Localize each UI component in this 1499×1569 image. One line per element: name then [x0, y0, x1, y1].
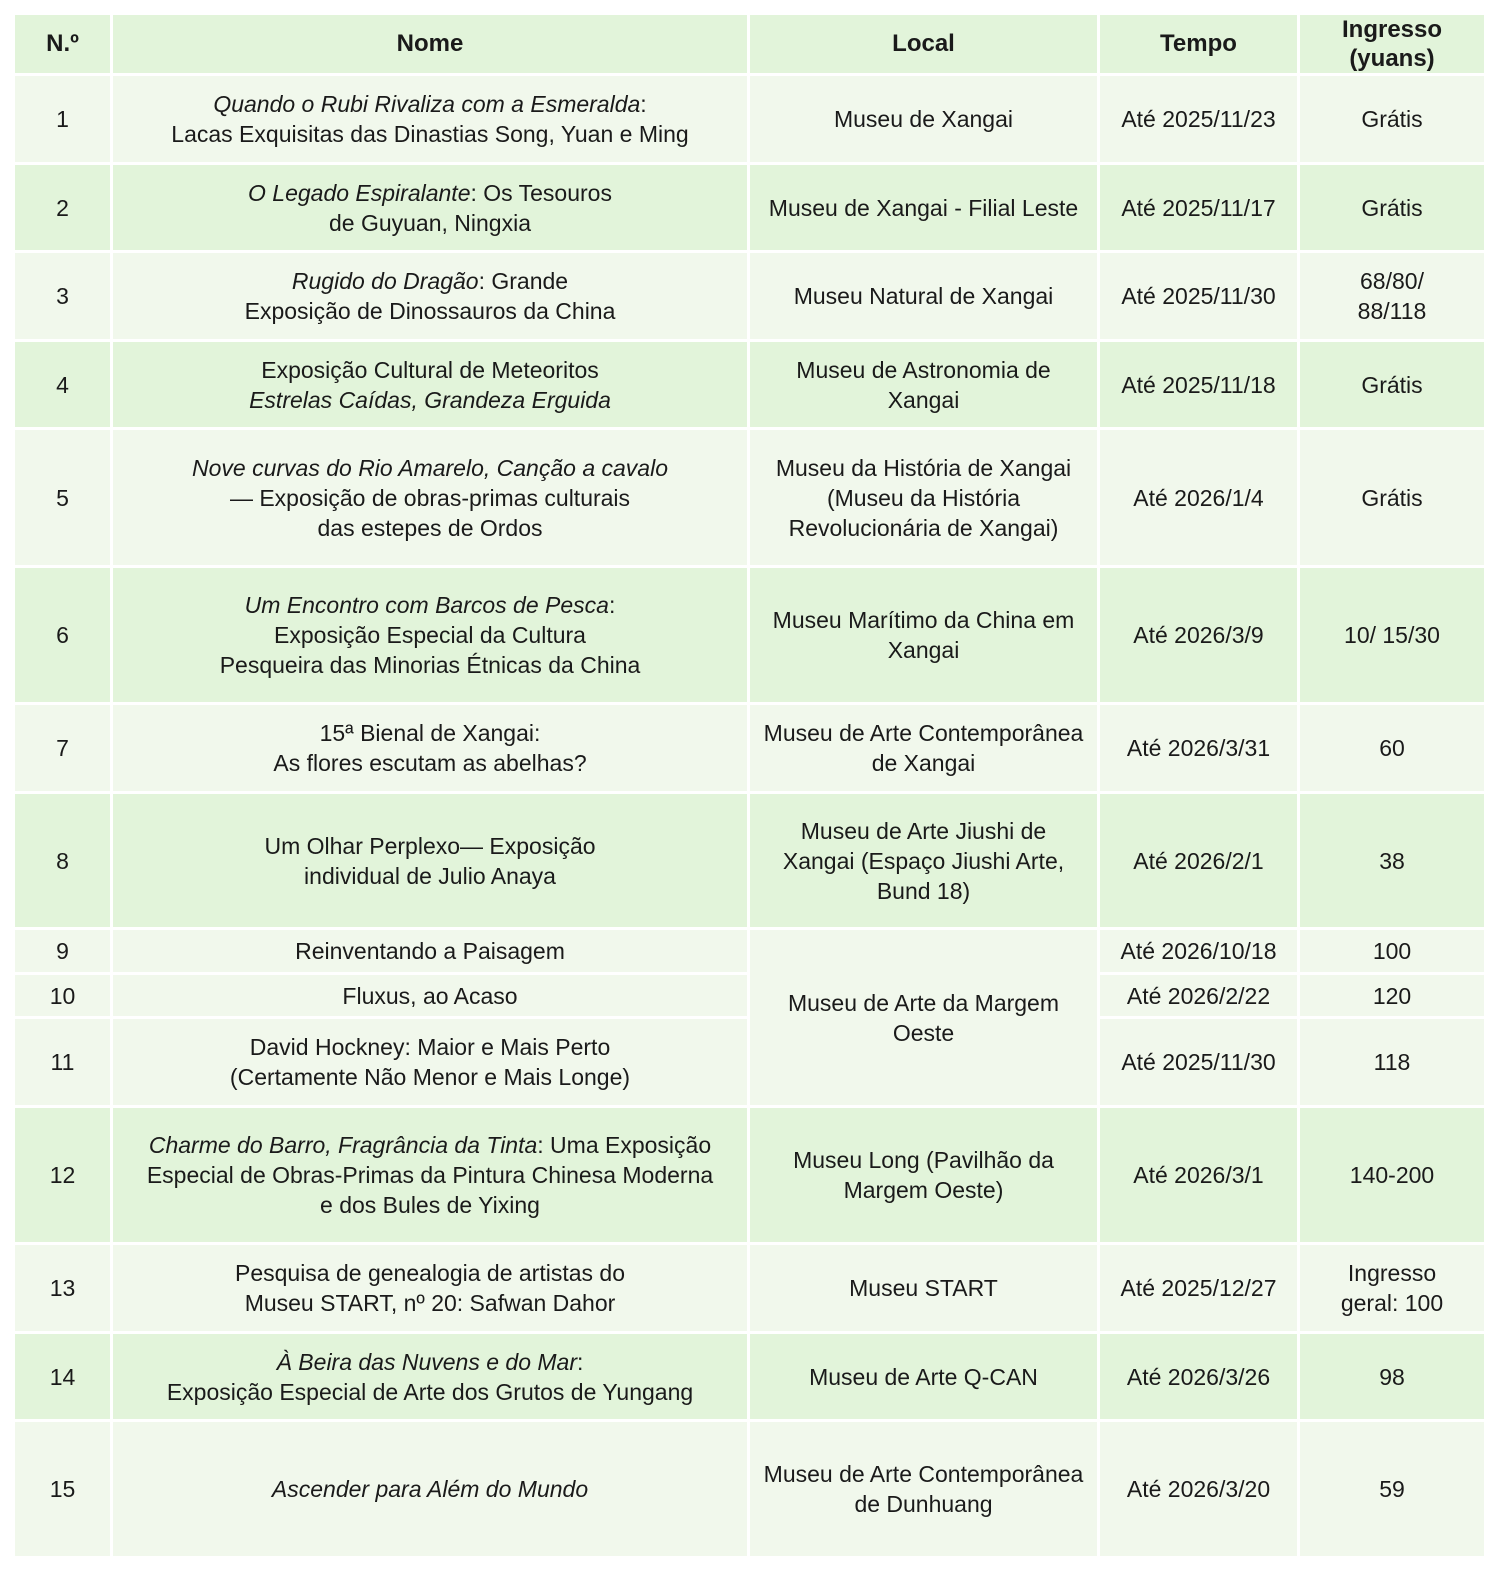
nome-segment: 15ª Bienal de Xangai: [319, 720, 541, 746]
cell-tempo: Até 2026/3/1 [1099, 1107, 1299, 1244]
nome-segment: Exposição Cultural de Meteoritos [261, 356, 599, 383]
cell-nome [112, 974, 749, 1018]
nome-segment: Rugido do Dragão [291, 268, 479, 294]
cell-no: 4 [14, 341, 112, 429]
cell-ingresso: Grátis [1299, 164, 1486, 252]
cell-ingresso: 140-200 [1299, 1107, 1486, 1244]
cell-tempo: Até 2025/11/30 [1099, 252, 1299, 341]
nome-segment: Exposição Especial de Arte dos Grutos de Yungang [166, 1378, 694, 1405]
nome-segment: e dos Bules de Yixing [320, 1192, 540, 1218]
nome-segment: Pesqueira das Minorias Étnicas da China [219, 652, 641, 678]
cell-local: Museu de Arte Contemporânea de Xangai [749, 704, 1099, 793]
cell-tempo: Até 2026/10/18 [1099, 929, 1299, 974]
cell-ingresso: 98 [1299, 1333, 1486, 1421]
nome-segment: Lacas Exquisitas das Dinastias Song, Yuan e Ming [171, 121, 689, 147]
cell-local: Museu Marítimo da China em Xangai [749, 567, 1099, 704]
cell-nome [112, 341, 749, 429]
nome-segment: Ascender para Além do Mundo [271, 1476, 589, 1502]
cell-local: Museu de Arte Contemporânea de Dunhuang [749, 1421, 1099, 1558]
cell-tempo: Até 2026/2/22 [1099, 974, 1299, 1018]
cell-no: 7 [14, 704, 112, 793]
cell-nome [112, 429, 749, 567]
cell-no: 13 [14, 1244, 112, 1333]
cell-nome [112, 1244, 749, 1333]
nome-segment: Estrelas Caídas, Grandeza Erguida [249, 386, 611, 413]
nome-segment: : [577, 1348, 584, 1375]
header-local: Local [749, 14, 1099, 75]
table-row [14, 1107, 1486, 1244]
cell-local: Museu Natural de Xangai [749, 252, 1099, 341]
cell-ingresso: 68/80/ 88/118 [1299, 252, 1486, 341]
cell-tempo: Até 2025/12/27 [1099, 1244, 1299, 1333]
table-row [14, 567, 1486, 704]
nome-segment: Nove curvas do Rio Amarelo, Canção a cavalo [192, 454, 668, 481]
table-row [14, 429, 1486, 567]
header-nome: Nome [112, 14, 749, 75]
cell-no: 10 [14, 974, 112, 1018]
cell-no: 14 [14, 1333, 112, 1421]
nome-segment: As flores escutam as abelhas? [273, 750, 587, 776]
header-ingresso-line1: Ingresso [1341, 16, 1443, 43]
header-no: N.º [14, 14, 112, 75]
cell-no: 5 [14, 429, 112, 567]
cell-no: 2 [14, 164, 112, 252]
cell-tempo: Até 2025/11/23 [1099, 75, 1299, 164]
nome-segment: Um Encontro com Barcos de Pesca [244, 592, 609, 618]
nome-segment: Quando o Rubi Rivaliza com a Esmeralda [213, 91, 641, 117]
cell-tempo: Até 2026/3/9 [1099, 567, 1299, 704]
header-tempo: Tempo [1099, 14, 1299, 75]
nome-segment: : Os Tesouros [470, 179, 612, 206]
cell-tempo: Até 2025/11/18 [1099, 341, 1299, 429]
nome-segment: Exposição Especial da Cultura [274, 622, 586, 648]
cell-local: Museu de Astronomia de Xangai [749, 341, 1099, 429]
cell-nome [112, 1018, 749, 1107]
nome-segment: Fluxus, ao Acaso [342, 982, 518, 1009]
cell-nome [112, 1421, 749, 1558]
cell-ingresso: Ingresso geral: 100 [1299, 1244, 1486, 1333]
nome-segment: : [608, 592, 616, 618]
cell-no: 11 [14, 1018, 112, 1107]
cell-ingresso: 100 [1299, 929, 1486, 974]
nome-segment: Pesquisa de genealogia de artistas do [234, 1260, 625, 1286]
cell-tempo: Até 2026/3/20 [1099, 1421, 1299, 1558]
cell-nome [112, 1333, 749, 1421]
nome-segment: O Legado Espiralante [248, 179, 471, 206]
cell-nome [112, 1107, 749, 1244]
cell-nome [112, 164, 749, 252]
nome-segment: : Grande [478, 268, 569, 294]
cell-tempo: Até 2026/3/26 [1099, 1333, 1299, 1421]
table-row [14, 1333, 1486, 1421]
cell-no: 6 [14, 567, 112, 704]
cell-ingresso: Grátis [1299, 341, 1486, 429]
nome-segment: : Uma Exposição [537, 1132, 712, 1158]
cell-ingresso: 120 [1299, 974, 1486, 1018]
header-ingresso-line2: (yuans) [1349, 45, 1435, 72]
cell-tempo: Até 2025/11/17 [1099, 164, 1299, 252]
cell-local: Museu de Arte Q-CAN [749, 1333, 1099, 1421]
nome-segment: das estepes de Ordos [317, 514, 543, 541]
nome-segment: (Certamente Não Menor e Mais Longe) [229, 1064, 631, 1090]
nome-segment: À Beira das Nuvens e do Mar [276, 1348, 578, 1375]
cell-local: Museu START [749, 1244, 1099, 1333]
cell-ingresso: 60 [1299, 704, 1486, 793]
table-row [14, 164, 1486, 252]
cell-no: 8 [14, 793, 112, 929]
cell-no: 9 [14, 929, 112, 974]
cell-nome [112, 793, 749, 929]
cell-nome [112, 75, 749, 164]
nome-segment: : [640, 91, 647, 117]
exhibitions-table [12, 12, 1487, 1559]
cell-local: Museu de Xangai [749, 75, 1099, 164]
cell-ingresso: 59 [1299, 1421, 1486, 1558]
cell-local: Museu da História de Xangai (Museu da História Revolucionária de Xangai) [749, 429, 1099, 567]
nome-segment: Reinventando a Paisagem [295, 938, 565, 964]
table-row [14, 252, 1486, 341]
nome-segment: individual de Julio Anaya [304, 862, 556, 889]
nome-segment: Museu START, nº 20: Safwan Dahor [244, 1290, 616, 1316]
cell-tempo: Até 2026/2/1 [1099, 793, 1299, 929]
table-row [14, 1244, 1486, 1333]
table-row [14, 75, 1486, 164]
cell-ingresso: Grátis [1299, 429, 1486, 567]
cell-nome [112, 929, 749, 974]
nome-segment: Um Olhar Perplexo— Exposição [264, 832, 596, 859]
nome-segment: Exposição de Dinossauros da China [244, 298, 616, 324]
cell-nome [112, 567, 749, 704]
cell-ingresso: 38 [1299, 793, 1486, 929]
cell-ingresso: 10/ 15/30 [1299, 567, 1486, 704]
cell-ingresso: Grátis [1299, 75, 1486, 164]
header-ingresso [1299, 14, 1486, 75]
cell-ingresso: 118 [1299, 1018, 1486, 1107]
header-row [14, 14, 1486, 75]
cell-local: Museu de Arte da Margem Oeste [749, 929, 1099, 1107]
cell-tempo: Até 2026/1/4 [1099, 429, 1299, 567]
cell-local: Museu Long (Pavilhão da Margem Oeste) [749, 1107, 1099, 1244]
cell-local: Museu de Xangai - Filial Leste [749, 164, 1099, 252]
table-row [14, 704, 1486, 793]
table-row [14, 793, 1486, 929]
cell-no: 1 [14, 75, 112, 164]
table-row [14, 341, 1486, 429]
cell-tempo: Até 2025/11/30 [1099, 1018, 1299, 1107]
nome-segment: David Hockney: Maior e Mais Perto [249, 1034, 611, 1060]
cell-tempo: Até 2026/3/31 [1099, 704, 1299, 793]
nome-segment: Charme do Barro, Fragrância da Tinta [148, 1132, 538, 1158]
table-row [14, 1421, 1486, 1558]
nome-segment: — Exposição de obras-primas culturais [229, 484, 631, 511]
nome-segment: de Guyuan, Ningxia [328, 209, 531, 236]
cell-nome [112, 704, 749, 793]
cell-no: 3 [14, 252, 112, 341]
nome-segment: Especial de Obras-Primas da Pintura Chinesa Moderna [146, 1162, 714, 1188]
table-row [14, 929, 1486, 974]
cell-no: 12 [14, 1107, 112, 1244]
cell-nome [112, 252, 749, 341]
cell-local: Museu de Arte Jiushi de Xangai (Espaço Jiushi Arte, Bund 18) [749, 793, 1099, 929]
cell-no: 15 [14, 1421, 112, 1558]
